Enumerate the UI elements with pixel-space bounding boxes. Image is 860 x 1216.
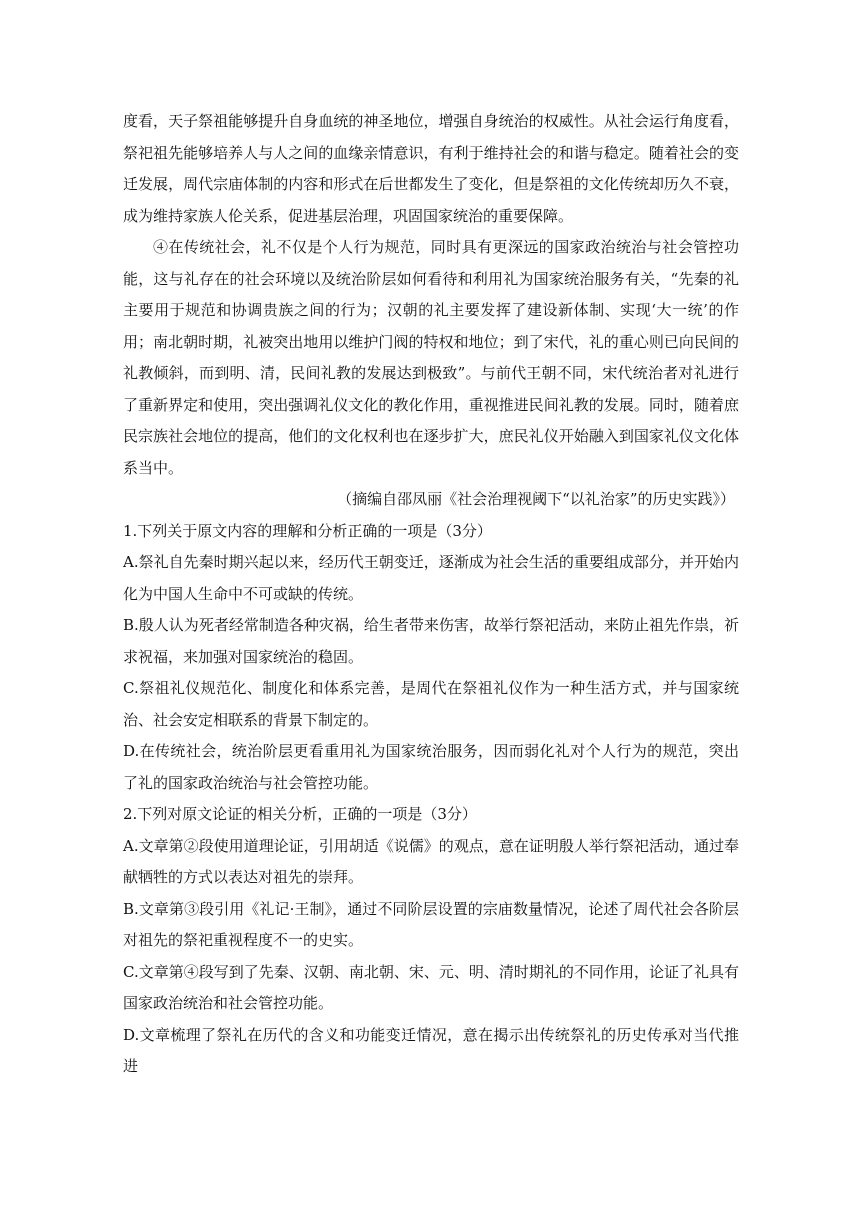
question-stem: 2.下列对原文论证的相关分析，正确的一项是（3分） (123, 805, 477, 823)
source-citation: （摘编自邵凤丽《社会治理视阈下“以礼治家”的历史实践》） (337, 490, 735, 508)
option-a: A.文章第②段使用道理论证，引用胡适《说儒》的观点，意在证明殷人举行祭祀活动，通过奉献牺牲的方式以表达对祖先的崇拜。 (123, 836, 739, 886)
option-d: D.在传统社会，统治阶层更看重用礼为国家统治服务，因而弱化礼对个人行为的规范，突出了礼的国家政治统治与社会管控功能。 (123, 742, 739, 792)
page-content (123, 106, 739, 1083)
option-c: C.文章第④段写到了先秦、汉朝、南北朝、宋、元、明、清时期礼的不同作用，论证了礼具有国家政治统治和社会管控功能。 (123, 962, 739, 1012)
paragraph-4: ④在传统社会，礼不仅是个人行为规范，同时具有更深远的国家政治统治与社会管控功能，这与礼存在的社会环境以及统治阶层如何看待和利用礼为国家统治服务有关，“先秦的礼主要用于规范和协调贵族之间的行为；汉朝的礼主要发挥了建设新体制、实现‘大一统’的作用；南北朝时期，礼被突出地用以维护门阀的特权和地位；到了宋代，礼的重心则已向民间的礼教倾斜，而到明、清，民间礼教的发展达到极致”。与前代王朝不同，宋代统治者对礼进行了重新界定和使用，突出强调礼仪文化的教化作用，重视推进民间礼教的发展。同时，随着庶民宗族社会地位的提高，他们的文化权利也在逐步扩大，庶民礼仪开始融入到国家礼仪文化体系当中。 (123, 238, 739, 477)
option-d: D.文章梳理了祭礼在历代的含义和功能变迁情况，意在揭示出传统祭礼的历史传承对当代推进 (123, 1025, 739, 1075)
paragraph-3-continuation: 度看，天子祭祖能够提升自身血统的神圣地位，增强自身统治的权威性。从社会运行角度看，祭祀祖先能够培养人与人之间的血缘亲情意识，有利于维持社会的和谐与稳定。随着社会的变迁发展，周代宗庙体制的内容和形式在后世都发生了变化，但是祭祖的文化传统却历久不衰，成为维持家族人伦关系，促进基层治理，巩固国家统治的重要保障。 (123, 112, 739, 225)
option-b: B.文章第③段引用《礼记·王制》，通过不同阶层设置的宗庙数量情况，论述了周代社会各阶层对祖先的祭祀重视程度不一的史实。 (123, 899, 739, 949)
question-stem: 1.下列关于原文内容的理解和分析正确的一项是（3分） (123, 521, 492, 540)
question-2 (123, 799, 739, 1083)
option-a: A.祭礼自先秦时期兴起以来，经历代王朝变迁，逐渐成为社会生活的重要组成部分，并开始内化为中国人生命中不可或缺的传统。 (123, 553, 739, 603)
option-c: C.祭祖礼仪规范化、制度化和体系完善，是周代在祭祖礼仪作为一种生活方式，并与国家统治、社会安定相联系的背景下制定的。 (123, 679, 739, 729)
option-b: B.殷人认为死者经常制造各种灾祸，给生者带来伤害，故举行祭祀活动，来防止祖先作祟，祈求祝福，来加强对国家统治的稳固。 (123, 616, 739, 666)
question-1 (123, 516, 739, 800)
